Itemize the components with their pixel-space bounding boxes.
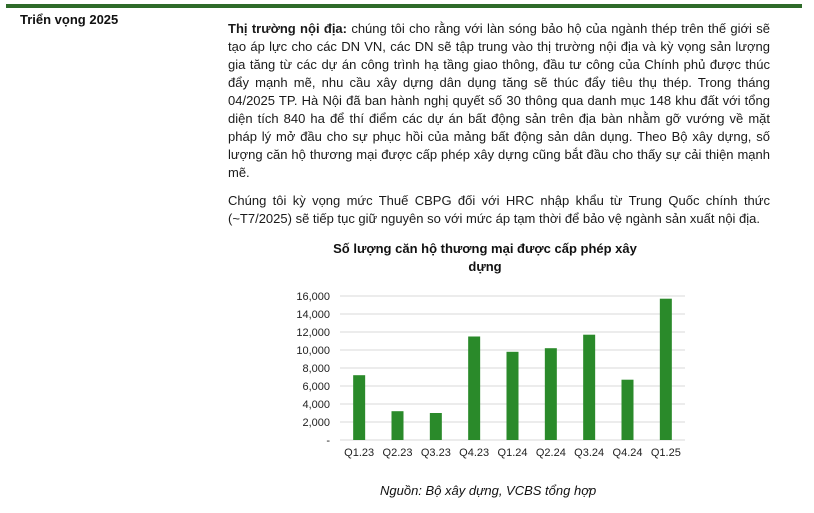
chart-title: Số lượng căn hộ thương mại được cấp phép xây dựng (333, 241, 637, 274)
paragraph-domestic-market (228, 20, 770, 182)
paragraph-lead: Thị trường nội địa: (228, 21, 347, 36)
top-rule (6, 4, 802, 8)
y-tick-label: 8,000 (302, 363, 330, 375)
paragraph-tax-outlook (228, 192, 770, 228)
body-text (228, 20, 770, 238)
y-tick-label: 14,000 (296, 309, 330, 321)
bar-q1-25 (660, 299, 672, 440)
x-tick-label: Q2.23 (382, 447, 413, 459)
x-tick-label: Q4.23 (459, 447, 490, 459)
y-tick-label: 2,000 (302, 417, 330, 429)
paragraph-text: Chúng tôi kỳ vọng mức Thuế CBPG đối với HRC nhập khẩu từ Trung Quốc chính thức (~T7/2025) sẽ tiếp tục giữ nguyên so với mức áp tạm thời để bảo vệ ngành sản xuất nội địa. (228, 193, 770, 226)
section-title: Triển vọng 2025 (20, 12, 119, 27)
bar-q1-23 (353, 375, 365, 440)
x-tick-label: Q4.24 (612, 447, 643, 459)
bar-q3-24 (583, 335, 595, 440)
bar-q4-23 (468, 337, 480, 441)
x-tick-label: Q2.24 (535, 447, 566, 459)
bar-q3-23 (430, 413, 442, 440)
x-tick-label: Q1.23 (344, 447, 375, 459)
paragraph-text: chúng tôi cho rằng với làn sóng bảo hộ của ngành thép trên thế giới sẽ tạo áp lực cho các DN VN, các DN sẽ tập trung vào thị trường nội địa và kỳ vọng sản lượng gia tăng từ các dự án công trình hạ tầng giao thông, đầu tư công của Chính phủ được thúc đẩy mạnh mẽ, nhu cầu xây dựng dân dụng tăng sẽ thúc đẩy tiêu thụ thép. Trong tháng 04/2025 TP. Hà Nội đã ban hành nghị quyết số 30 thông qua danh mục 148 khu đất với tổng diện tích 840 ha để thí điểm các dự án bất động sản trên địa bàn nhằm gỡ vướng về mặt pháp lý mở đầu cho sự phục hồi của mảng bất động sản dân dụng. Theo Bộ xây dựng, số lượng căn hộ thương mại được cấp phép xây dựng cũng bắt đầu cho thấy sự cải thiện mạnh mẽ. (228, 21, 770, 180)
x-tick-label: Q3.23 (420, 447, 451, 459)
y-tick-label: - (326, 435, 330, 447)
bar-q1-24 (507, 352, 519, 440)
x-tick-label: Q3.24 (574, 447, 605, 459)
y-tick-label: 6,000 (302, 381, 330, 393)
bar-q2-24 (545, 348, 557, 440)
y-tick-label: 10,000 (296, 345, 330, 357)
x-tick-label: Q1.25 (650, 447, 681, 459)
y-tick-label: 12,000 (296, 327, 330, 339)
bar-q4-24 (622, 380, 634, 440)
bar-chart (290, 284, 690, 464)
bar-q2-23 (392, 411, 404, 440)
y-tick-label: 4,000 (302, 399, 330, 411)
source-note: Nguồn: Bộ xây dựng, VCBS tổng hợp (380, 483, 597, 498)
x-tick-label: Q1.24 (497, 447, 528, 459)
y-tick-label: 16,000 (296, 291, 330, 303)
